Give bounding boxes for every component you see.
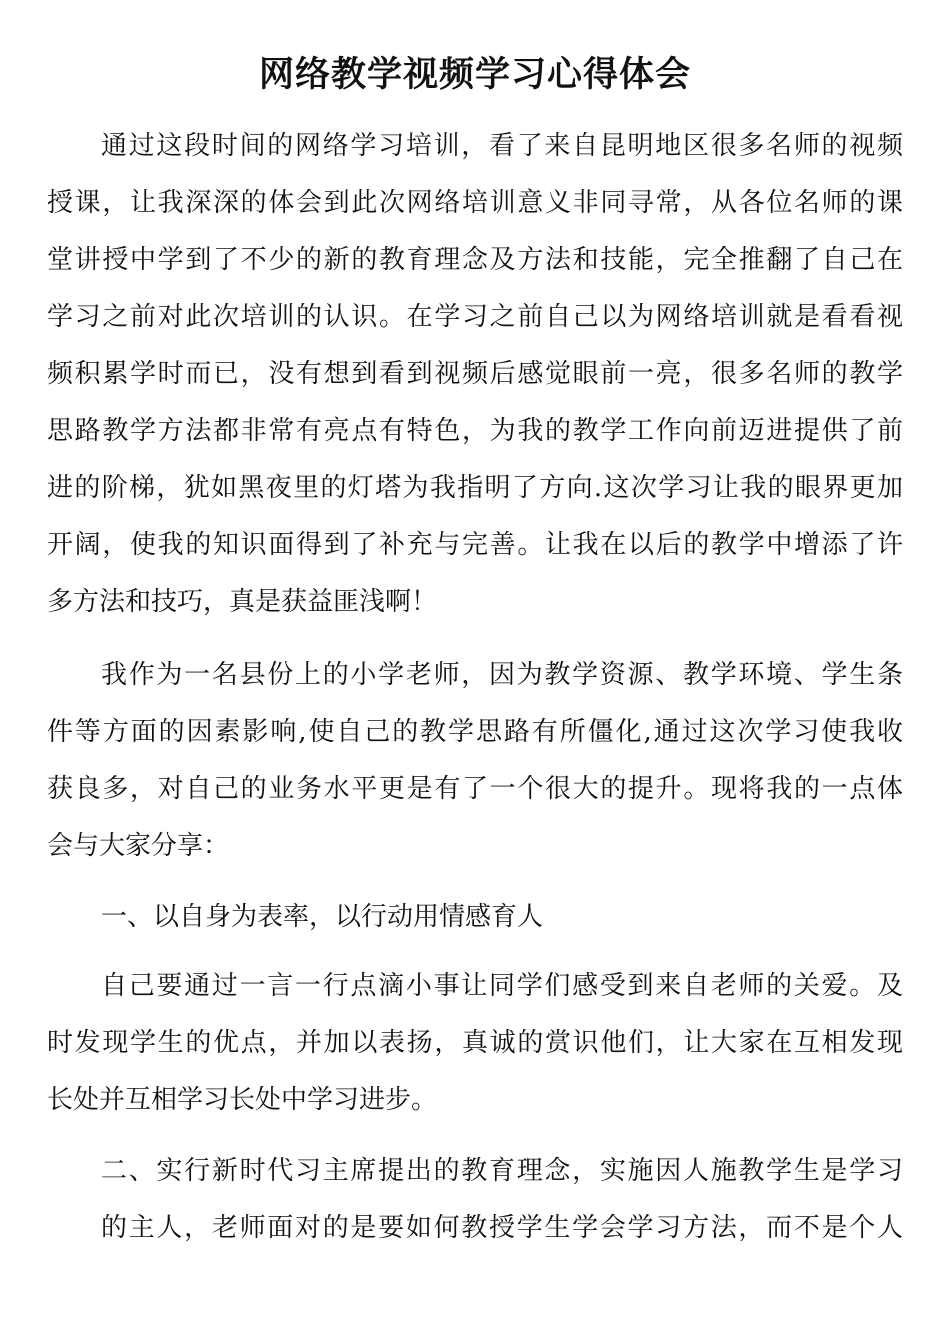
paragraph-1-line-1: 通过这段时间的网络学习培训，看了来自昆明地区很多名师的视频 — [101, 131, 903, 161]
paragraph-3-line-3: 长处并互相学习长处中学习进步。 — [47, 1085, 438, 1115]
paragraph-1-line-6: 思路教学方法都非常有亮点有特色，为我的教学工作向前迈进提供了前 — [47, 416, 903, 446]
paragraph-4-line-2: 的主人，老师面对的是要如何教授学生学会学习方法，而不是个人 — [101, 1213, 903, 1243]
paragraph-4-line-1: 二、实行新时代习主席提出的教育理念，实施因人施教学生是学习 — [101, 1156, 903, 1186]
paragraph-2-line-2: 件等方面的因素影响,使自己的教学思路有所僵化,通过这次学习使我收 — [47, 717, 903, 747]
paragraph-2-line-1: 我作为一名县份上的小学老师，因为教学资源、教学环境、学生条 — [101, 660, 903, 690]
paragraph-2-line-4: 会与大家分享： — [47, 831, 230, 861]
paragraph-1-line-5: 频积累学时而已，没有想到看到视频后感觉眼前一亮，很多名师的教学 — [47, 359, 903, 389]
paragraph-1-line-7: 进的阶梯，犹如黑夜里的灯塔为我指明了方向.这次学习让我的眼界更加 — [47, 473, 903, 503]
paragraph-2-line-3: 获良多，对自己的业务水平更是有了一个很大的提升。现将我的一点体 — [47, 774, 903, 804]
section-heading-1: 一、以自身为表率，以行动用情感育人 — [101, 902, 544, 932]
document-title: 网络教学视频学习心得体会 — [258, 54, 691, 95]
paragraph-1-line-4: 学习之前对此次培训的认识。在学习之前自己以为网络培训就是看看视 — [47, 302, 903, 332]
paragraph-3-line-2: 时发现学生的优点，并加以表扬，真诚的赏识他们，让大家在互相发现 — [47, 1028, 903, 1058]
paragraph-1-line-9: 多方法和技巧，真是获益匪浅啊！ — [47, 587, 438, 617]
paragraph-1-line-3: 堂讲授中学到了不少的新的教育理念及方法和技能，完全推翻了自己在 — [47, 245, 903, 275]
paragraph-1-line-8: 开阔，使我的知识面得到了补充与完善。让我在以后的教学中增添了许 — [47, 530, 903, 560]
paragraph-3-line-1: 自己要通过一言一行点滴小事让同学们感受到来自老师的关爱。及 — [101, 971, 903, 1001]
paragraph-1-line-2: 授课，让我深深的体会到此次网络培训意义非同寻常，从各位名师的课 — [47, 188, 903, 218]
